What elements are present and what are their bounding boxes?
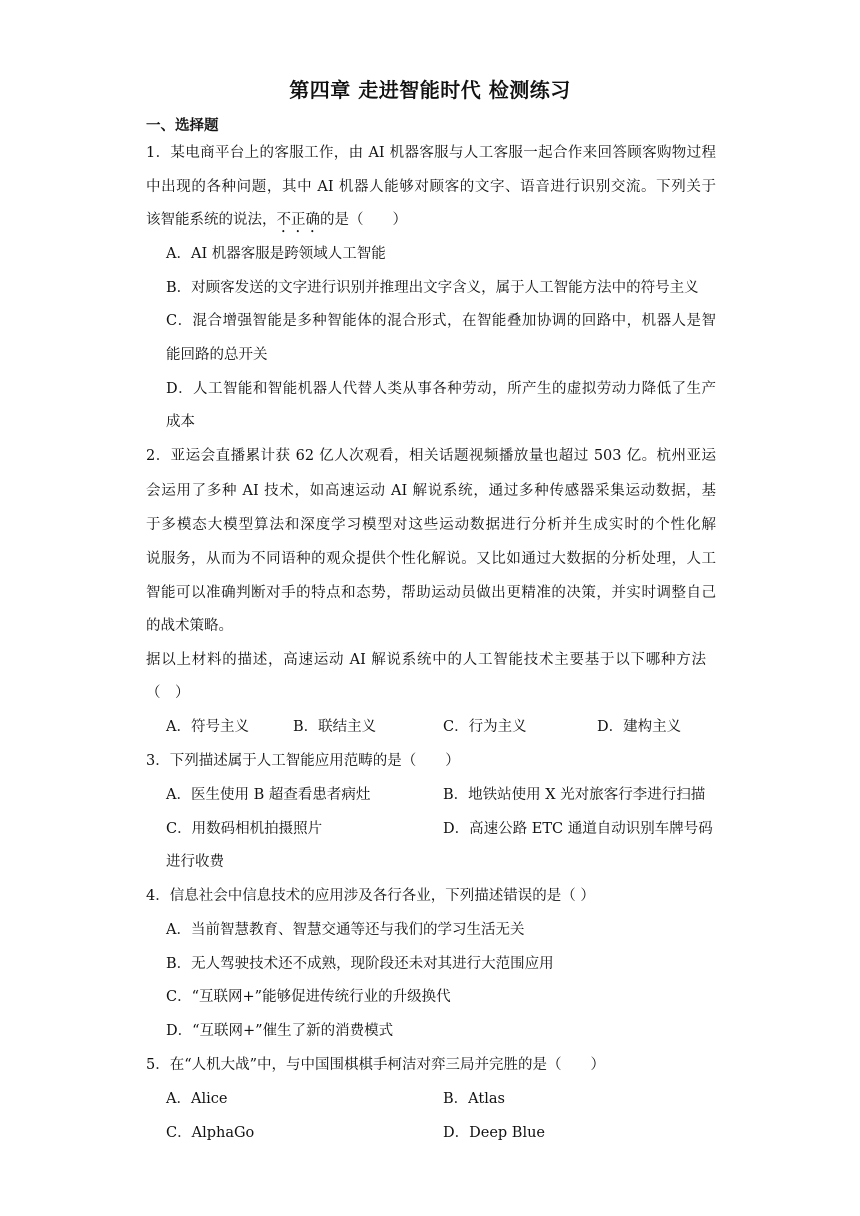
question-3-option-c: C．用数码相机拍摄照片 (166, 821, 323, 837)
question-4-option-c: C．“互联网+”能够促进传统行业的升级换代 (166, 989, 451, 1005)
question-2-line-3: 于多模态大模型算法和深度学习模型对这些运动数据进行分析并生成实时的个性化解 (146, 517, 716, 533)
question-5-option-d: D．Deep Blue (443, 1125, 546, 1141)
question-1-stem-text: 该智能系统的说法， (146, 212, 277, 228)
question-1-option-c-line-2: 能回路的总开关 (166, 347, 268, 363)
question-3-stem: 3．下列描述属于人工智能应用范畴的是（ ） (146, 753, 460, 769)
question-2-line-7: 据以上材料的描述，高速运动 AI 解说系统中的人工智能技术主要基于以下哪种方法 (146, 652, 706, 668)
question-1-option-c-line-1: C．混合增强智能是多种智能体的混合形式，在智能叠加协调的回路中，机器人是智 (166, 313, 716, 329)
question-2-option-a: A．符号主义 (166, 719, 249, 735)
question-5-stem: 5．在“人机大战”中，与中国围棋棋手柯洁对弈三局并完胜的是（ ） (146, 1057, 606, 1073)
question-1-line-2: 中出现的各种问题，其中 AI 机器人能够对顾客的文字、语音进行识别交流。下列关于 (146, 179, 716, 195)
question-1-option-d-line-2: 成本 (166, 414, 195, 430)
question-3-option-d-line-2: 进行收费 (166, 854, 224, 870)
question-4-option-a: A．当前智慧教育、智慧交通等还与我们的学习生活无关 (166, 922, 525, 938)
question-3-option-b: B．地铁站使用 X 光对旅客行李进行扫描 (443, 787, 706, 803)
question-1-line-3 (146, 208, 716, 236)
question-2-line-6: 的战术策略。 (146, 618, 233, 634)
question-5-option-a: A．Alice (166, 1091, 228, 1107)
emphasized-keyword: 不正确 (276, 212, 320, 228)
question-5-option-c: C．AlphaGo (166, 1125, 255, 1141)
question-2-line-8: （ ） (146, 685, 190, 701)
question-4-option-b: B．无人驾驶技术还不成熟，现阶段还未对其进行大范围应用 (166, 956, 554, 972)
question-1-stem-end: 的是（ ） (320, 212, 407, 228)
question-1-option-a: A．AI 机器客服是跨领域人工智能 (166, 246, 386, 262)
question-3-option-a: A．医生使用 B 超查看患者病灶 (166, 787, 371, 803)
question-2-line-4: 说服务，从而为不同语种的观众提供个性化解说。又比如通过大数据的分析处理，人工 (146, 551, 716, 567)
question-2-line-1: 2．亚运会直播累计获 62 亿人次观看，相关话题视频播放量也超过 503 亿。杭州亚运 (146, 448, 716, 464)
question-1-option-d-line-1: D．人工智能和智能机器人代替人类从事各种劳动，所产生的虚拟劳动力降低了生产 (166, 381, 716, 397)
question-2-line-2: 会运用了多种 AI 技术，如高速运动 AI 解说系统，通过多种传感器采集运动数据，基 (146, 483, 716, 499)
page-title: 第四章 走进智能时代 检测练习 (289, 78, 571, 102)
question-2-line-5: 智能可以准确判断对手的特点和态势，帮助运动员做出更精准的决策，并实时调整自己 (146, 585, 716, 601)
question-2-option-b: B．联结主义 (293, 719, 377, 735)
question-4-stem: 4．信息社会中信息技术的应用涉及各行各业，下列描述错误的是（ ） (146, 888, 595, 904)
question-5-option-b: B．Atlas (443, 1091, 505, 1107)
question-2-option-d: D．建构主义 (597, 719, 682, 735)
question-1-option-b: B．对顾客发送的文字进行识别并推理出文字含义，属于人工智能方法中的符号主义 (166, 280, 699, 296)
question-3-option-d-line-1: D．高速公路 ETC 通道自动识别车牌号码 (443, 821, 713, 837)
question-2-option-c: C．行为主义 (443, 719, 527, 735)
section-heading: 一、选择题 (146, 118, 219, 134)
question-1-line-1: 1．某电商平台上的客服工作，由 AI 机器客服与人工客服一起合作来回答顾客购物过程 (146, 145, 716, 161)
question-4-option-d: D．“互联网+”催生了新的消费模式 (166, 1023, 394, 1039)
